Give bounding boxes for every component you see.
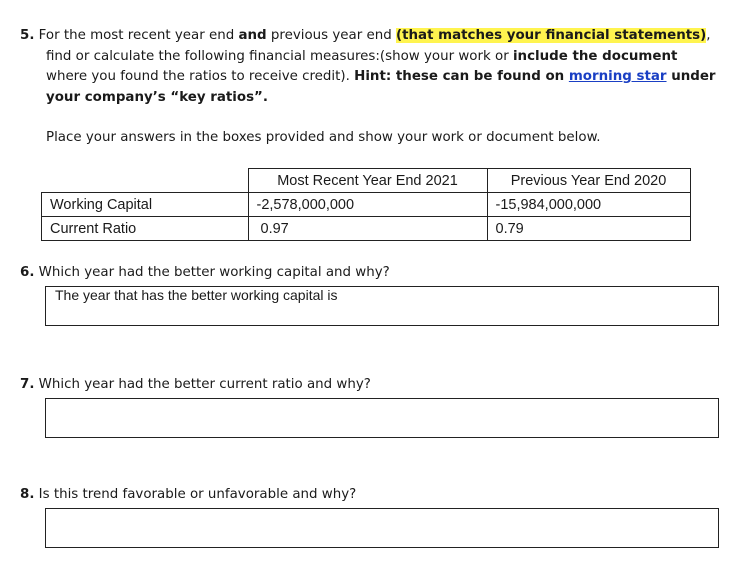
instructions: Place your answers in the boxes provided and show your work or document below. <box>46 130 601 145</box>
answer-box-8[interactable] <box>45 508 719 548</box>
row-label-current-ratio: Current Ratio <box>42 217 249 241</box>
working-capital-previous[interactable]: -15,984,000,000 <box>487 193 690 217</box>
answer-box-7[interactable] <box>45 398 719 438</box>
question-7-number: 7. <box>20 377 35 392</box>
question-6 <box>20 263 725 284</box>
question-5-line-3: where you found the ratios to receive credit). Hint: these can be found on morning star under <box>46 69 716 84</box>
row-label-working-capital: Working Capital <box>42 193 249 217</box>
question-8 <box>20 485 725 506</box>
question-5-line-2: find or calculate the following financial measures:(show your work or include the document <box>46 48 678 64</box>
table-row <box>42 217 691 241</box>
morning-star-link[interactable]: morning star <box>568 69 667 84</box>
header-previous-year: Previous Year End 2020 <box>487 169 690 193</box>
table-corner-cell <box>42 169 249 193</box>
table-header-row <box>42 169 691 193</box>
answer-box-6[interactable]: The year that has the better working capital is <box>45 286 719 326</box>
question-5-line-4: your company’s “key ratios”. <box>46 89 268 105</box>
current-ratio-previous[interactable]: 0.79 <box>487 217 690 241</box>
current-ratio-recent[interactable]: 0.97 <box>248 217 487 241</box>
question-7-text: Which year had the better current ratio and why? <box>34 377 371 392</box>
working-capital-recent[interactable]: -2,578,000,000 <box>248 193 487 217</box>
question-7 <box>20 375 725 396</box>
question-8-number: 8. <box>20 487 35 502</box>
table-row <box>42 193 691 217</box>
highlighted-text: (that matches your financial statements) <box>395 28 707 43</box>
question-6-text: Which year had the better working capital and why? <box>34 265 390 280</box>
ratios-table <box>41 168 691 241</box>
question-8-text: Is this trend favorable or unfavorable and why? <box>34 487 357 502</box>
question-5-line-1: 5. For the most recent year end and previous year end (that matches your financial statements), <box>20 28 711 43</box>
header-recent-year: Most Recent Year End 2021 <box>248 169 487 193</box>
question-5 <box>20 26 725 108</box>
question-5-number: 5. <box>20 28 35 43</box>
question-6-number: 6. <box>20 265 35 280</box>
